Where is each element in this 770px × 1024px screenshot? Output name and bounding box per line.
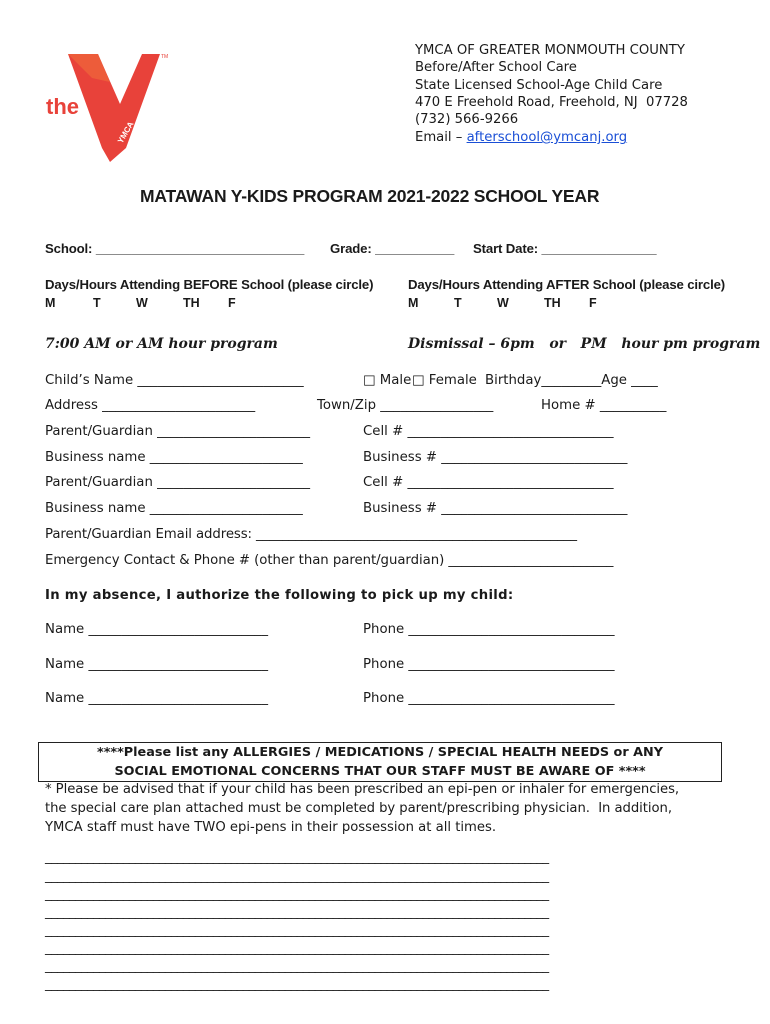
org-name: YMCA OF GREATER MONMOUTH COUNTY — [415, 43, 685, 58]
page-title: MATAWAN Y-KIDS PROGRAM 2021-2022 SCHOOL YEAR — [140, 186, 600, 206]
town-zip-field[interactable]: Town/Zip _________________ — [317, 398, 494, 413]
org-program: Before/After School Care — [415, 60, 577, 75]
parent-email-field[interactable]: Parent/Guardian Email address: _________________________________________________ — [45, 527, 577, 542]
address-field[interactable]: Address _______________________ — [45, 398, 256, 413]
allergy-write-line[interactable]: ____________________________________________________________________________________ — [45, 887, 549, 902]
business2-phone-field[interactable]: Business # ____________________________ — [363, 501, 628, 516]
allergy-write-line[interactable]: ____________________________________________________________________________________ — [45, 850, 549, 865]
school-field[interactable]: School: _____________________________ — [45, 241, 305, 256]
allergy-write-line[interactable]: ____________________________________________________________________________________ — [45, 905, 549, 920]
after-day-th[interactable]: TH — [544, 296, 561, 310]
before-day-f[interactable]: F — [228, 296, 236, 310]
org-address: 470 E Freehold Road, Freehold, NJ 07728 — [415, 95, 688, 110]
start-date-field[interactable]: Start Date: ________________ — [473, 241, 657, 256]
logo-tm: TM — [161, 54, 169, 60]
org-email-label: Email – — [415, 130, 467, 145]
emergency-contact-field[interactable]: Emergency Contact & Phone # (other than parent/guardian) _________________________ — [45, 553, 614, 568]
logo-wordmark: the — [46, 94, 79, 119]
pickup1-name-field[interactable]: Name ___________________________ — [45, 622, 268, 637]
male-checkbox[interactable]: □ Male — [363, 373, 412, 388]
child-name-field[interactable]: Child’s Name _________________________ — [45, 373, 304, 388]
before-day-th[interactable]: TH — [183, 296, 200, 310]
parent1-name-field[interactable]: Parent/Guardian _______________________ — [45, 424, 311, 439]
ymca-logo — [40, 40, 180, 170]
before-day-m[interactable]: M — [45, 296, 56, 310]
before-school-label: Days/Hours Attending BEFORE School (please circle) — [45, 277, 374, 292]
business1-phone-field[interactable]: Business # ____________________________ — [363, 450, 628, 465]
after-school-label: Days/Hours Attending AFTER School (please circle) — [408, 277, 726, 292]
business1-name-field[interactable]: Business name _______________________ — [45, 450, 303, 465]
pickup3-name-field[interactable]: Name ___________________________ — [45, 691, 268, 706]
pickup2-phone-field[interactable]: Phone _______________________________ — [363, 657, 615, 672]
pickup3-phone-field[interactable]: Phone _______________________________ — [363, 691, 615, 706]
org-phone: (732) 566-9266 — [415, 112, 519, 127]
before-hours-option[interactable]: 7:00 AM or AM hour program — [45, 336, 278, 352]
home-phone-field[interactable]: Home # __________ — [541, 398, 667, 413]
allergy-notice-line2: SOCIAL EMOTIONAL CONCERNS THAT OUR STAFF MUST BE AWARE OF **** — [114, 764, 646, 779]
female-checkbox[interactable]: □ Female — [412, 373, 477, 388]
org-license: State Licensed School-Age Child Care — [415, 78, 663, 93]
business2-name-field[interactable]: Business name _______________________ — [45, 501, 303, 516]
after-day-m[interactable]: M — [408, 296, 419, 310]
pickup-heading: In my absence, I authorize the following to pick up my child: — [45, 588, 514, 603]
org-email-link[interactable]: afterschool@ymcanj.org — [466, 130, 628, 145]
after-day-w[interactable]: W — [497, 296, 509, 310]
allergy-write-line[interactable]: ____________________________________________________________________________________ — [45, 959, 549, 974]
allergy-write-line[interactable]: ____________________________________________________________________________________ — [45, 977, 549, 992]
logo-ymca-text: YMCA — [115, 120, 136, 145]
epipen-note-line2: the special care plan attached must be completed by parent/prescribing physician. In addition, — [45, 801, 672, 816]
parent2-cell-field[interactable]: Cell # _______________________________ — [363, 475, 614, 490]
before-day-t[interactable]: T — [93, 296, 101, 310]
after-hours-option[interactable]: Dismissal – 6pm or PM hour pm program — [408, 336, 761, 352]
allergy-write-line[interactable]: ____________________________________________________________________________________ — [45, 941, 549, 956]
grade-field[interactable]: Grade: ___________ — [330, 241, 455, 256]
allergy-write-line[interactable]: ____________________________________________________________________________________ — [45, 923, 549, 938]
after-day-t[interactable]: T — [454, 296, 462, 310]
before-day-w[interactable]: W — [136, 296, 148, 310]
logo-y-mark — [68, 54, 160, 162]
epipen-note-line3: YMCA staff must have TWO epi-pens in their possession at all times. — [45, 820, 497, 835]
org-email-row — [415, 129, 627, 146]
parent1-cell-field[interactable]: Cell # _______________________________ — [363, 424, 614, 439]
pickup1-phone-field[interactable]: Phone _______________________________ — [363, 622, 615, 637]
birthday-age-field[interactable]: Birthday_________Age ____ — [485, 373, 658, 388]
parent2-name-field[interactable]: Parent/Guardian _______________________ — [45, 475, 311, 490]
epipen-note-line1: * Please be advised that if your child has been prescribed an epi-pen or inhaler for emergencies, — [45, 782, 680, 797]
pickup2-name-field[interactable]: Name ___________________________ — [45, 657, 268, 672]
allergy-notice-line1: ****Please list any ALLERGIES / MEDICATIONS / SPECIAL HEALTH NEEDS or ANY — [97, 745, 663, 760]
after-day-f[interactable]: F — [589, 296, 597, 310]
allergy-write-line[interactable]: ____________________________________________________________________________________ — [45, 869, 549, 884]
